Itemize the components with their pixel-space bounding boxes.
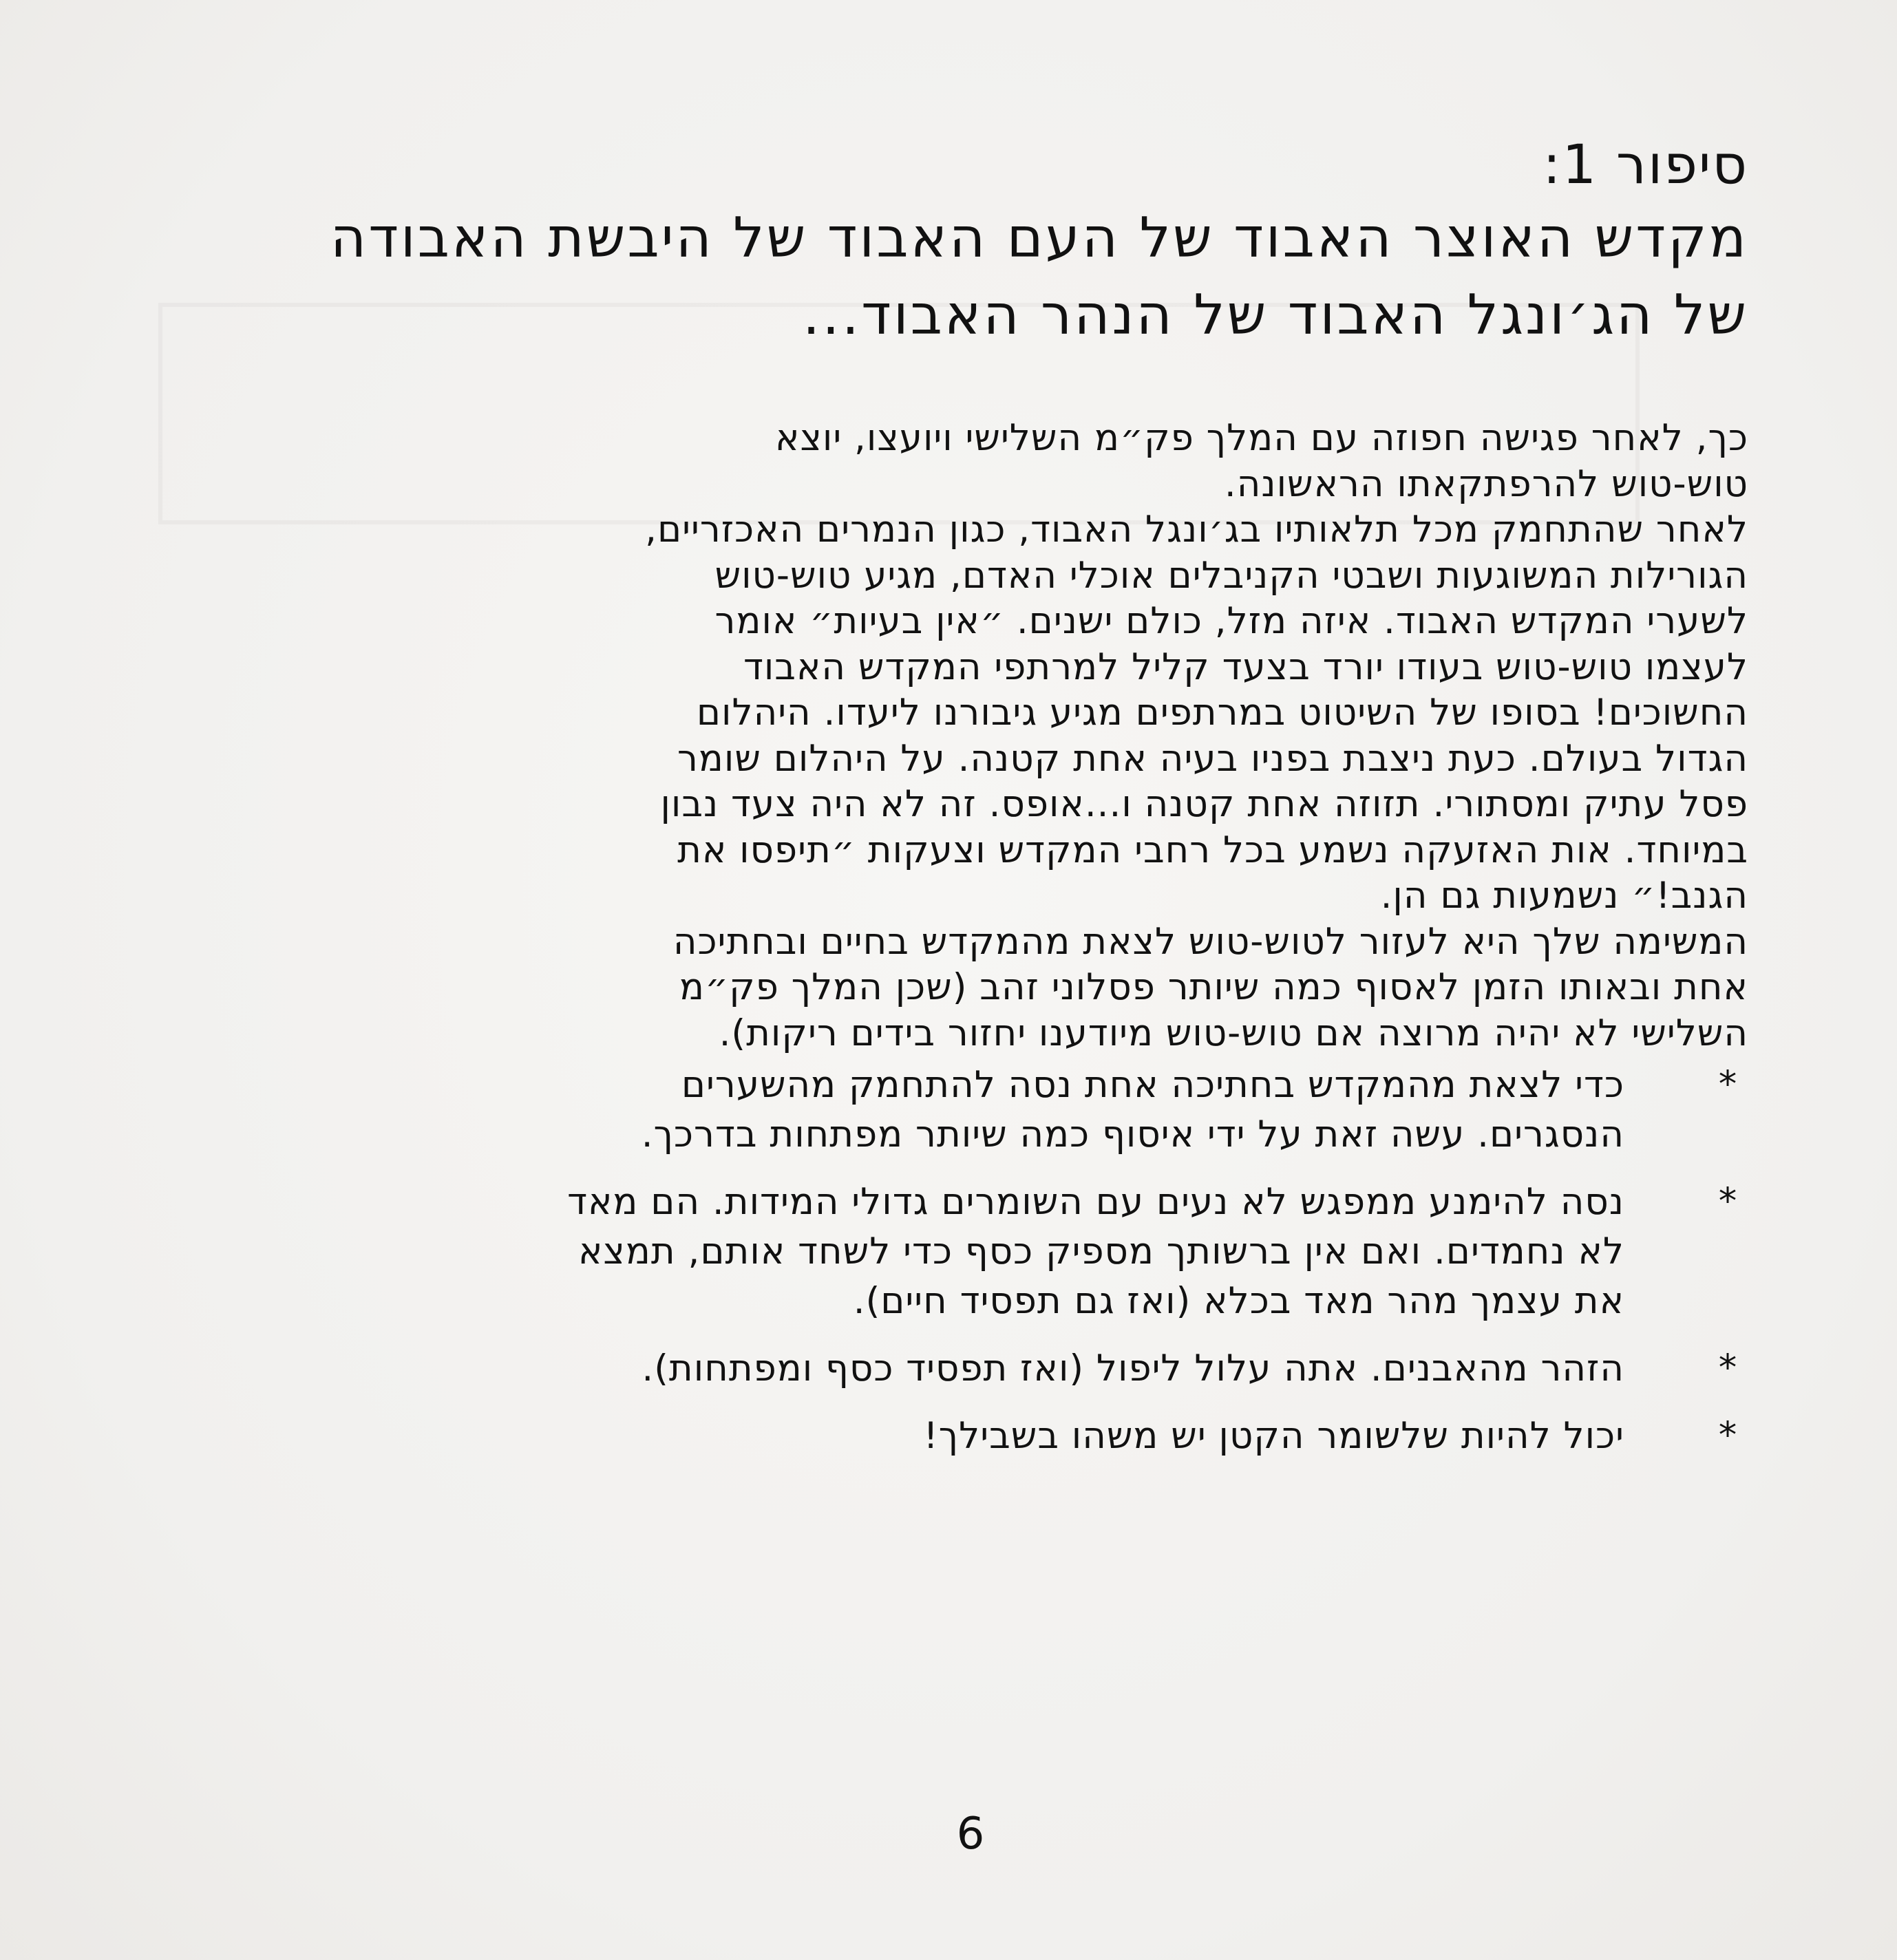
tip-item	[158, 1178, 1748, 1326]
title-line: של הג׳ונגל האבוד של הנהר האבוד...	[802, 283, 1748, 347]
tip-item	[158, 1412, 1748, 1461]
bullet-marker: *	[1718, 1180, 1737, 1222]
body-line: הגורילות המשוגעות ושבטי הקניבלים אוכלי האדם, מגיע טוש-טוש	[714, 554, 1748, 597]
body-line: במיוחד. אות האזעקה נשמע בכל רחבי המקדש וצעקות ״תיפסו את	[677, 829, 1748, 871]
body-line: הגדול בעולם. כעת ניצבת בפניו בעיה אחת קטנה. על היהלום שומר	[677, 737, 1748, 780]
tip-line: את עצמך מהר מאד בכלא (ואז גם תפסיד חיים).	[853, 1280, 1624, 1322]
body-line: לאחר שהתחמק מכל תלאותיו בג׳ונגל האבוד, כגון הנמרים האכזריים,	[645, 509, 1748, 551]
body-line: אחת ובאותו הזמן לאסוף כמה שיותר פסלוני זהב (שכן המלך פק״מ	[679, 966, 1748, 1008]
tip-line: לא נחמדים. ואם אין ברשותך מספיק כסף כדי לשחד אותם, תמצא	[577, 1231, 1624, 1272]
bullet-marker: *	[1718, 1347, 1737, 1389]
bullet-marker: *	[1718, 1063, 1737, 1105]
tip-line: כדי לצאת מהמקדש בחתיכה אחת נסה להתחמק מהשערים	[681, 1064, 1624, 1106]
body-line: המשימה שלך היא לעזור לטוש-טוש לצאת מהמקדש בחיים ובחתיכה	[672, 920, 1748, 963]
tip-line: הזהר מהאבנים. אתה עלול ליפול (ואז תפסיד כסף ומפתחות).	[642, 1348, 1624, 1389]
tip-item	[158, 1344, 1748, 1394]
body-line: טוש-טוש להרפתקאתו הראשונה.	[1224, 462, 1748, 505]
body-line: השלישי לא יהיה מרוצה אם טוש-טוש מיודענו יחזור בידים ריקות).	[719, 1012, 1748, 1054]
story-body	[158, 416, 1748, 1056]
tip-line: יכול להיות שלשומר הקטן יש משהו בשבילך!	[923, 1415, 1624, 1457]
body-line: הגנב!״ נשמעות גם הן.	[1380, 875, 1748, 917]
body-line: לעצמו טוש-טוש בעודו יורד בצעד קליל למרתפי המקדש האבוד	[743, 646, 1748, 688]
body-line: פסל עתיק ומסתורי. תזוזה אחת קטנה ו...אופס. זה לא היה צעד נבון	[660, 783, 1748, 825]
body-line: לשערי המקדש האבוד. איזה מזל, כולם ישנים. ״אין בעיות״ אומר	[714, 600, 1748, 642]
title-line: מקדש האוצר האבוד של העם האבוד של היבשת האבודה	[330, 206, 1748, 270]
body-line: כך, לאחר פגישה חפוזה עם המלך פק״מ השלישי ויועצו, יוצא	[775, 417, 1748, 459]
bullet-marker: *	[1718, 1414, 1737, 1456]
page-number: 6	[956, 1809, 985, 1860]
tips-list	[158, 1061, 1748, 1461]
story-label: סיפור 1:	[1543, 134, 1748, 196]
tip-line: נסה להימנע ממפגש לא נעים עם השומרים גדולי המידות. הם מאד	[567, 1181, 1624, 1223]
tip-item	[158, 1061, 1748, 1160]
body-line: החשוכים! בסופו של השיטוט במרתפים מגיע גיבורנו ליעדו. היהלום	[696, 692, 1748, 734]
page-content	[158, 131, 1748, 1479]
tip-line: הנסגרים. עשה זאת על ידי איסוף כמה שיותר מפתחות בדרכך.	[641, 1114, 1624, 1155]
story-title	[158, 200, 1748, 354]
